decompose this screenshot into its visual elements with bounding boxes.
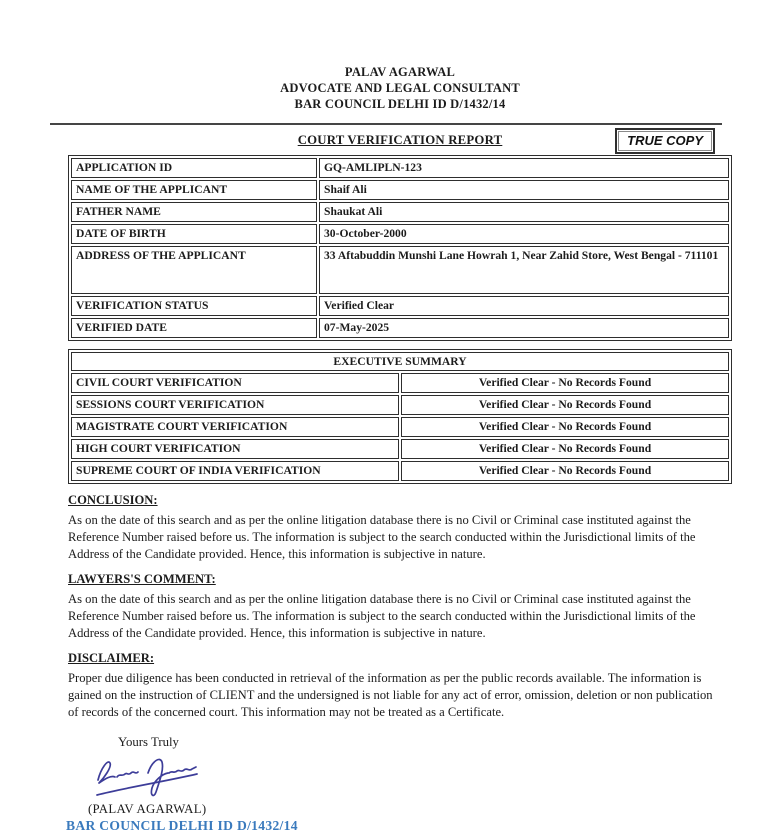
row-value: Verified Clear - No Records Found xyxy=(401,373,729,393)
row-label: NAME OF THE APPLICANT xyxy=(71,180,317,200)
row-value: 33 Aftabuddin Munshi Lane Howrah 1, Near Zahid Store, West Bengal - 711101 xyxy=(319,246,729,294)
row-value: 30-October-2000 xyxy=(319,224,729,244)
row-label: DATE OF BIRTH xyxy=(71,224,317,244)
section-heading: CONCLUSION: xyxy=(68,493,158,507)
letterhead-name: PALAV AGARWAL xyxy=(344,65,456,79)
applicant-details-table xyxy=(68,155,732,341)
letterhead xyxy=(68,64,732,112)
table-row xyxy=(71,246,729,294)
section-heading: LAWYERS'S COMMENT: xyxy=(68,572,216,586)
closing-text: Yours Truly xyxy=(118,735,179,749)
court-verification-report-page xyxy=(0,64,773,833)
row-value: Verified Clear - No Records Found xyxy=(401,395,729,415)
row-value: Shaif Ali xyxy=(319,180,729,200)
row-label: ADDRESS OF THE APPLICANT xyxy=(71,246,317,294)
table-row xyxy=(71,180,729,200)
row-label: FATHER NAME xyxy=(71,202,317,222)
report-title: COURT VERIFICATION REPORT xyxy=(297,133,503,147)
row-label: VERIFICATION STATUS xyxy=(71,296,317,316)
letterhead-bar-id: BAR COUNCIL DELHI ID D/1432/14 xyxy=(294,97,506,111)
row-value: GQ-AMLIPLN-123 xyxy=(319,158,729,178)
table-row xyxy=(71,461,729,481)
section-body: As on the date of this search and as per the online litigation database there is no Civil or Criminal case instituted against the Reference Number raised before us. The information is subject to the search conducted within the Jurisdictional limits of the Address of the Candidate provided. Hence, this information is subjective in nature. xyxy=(68,513,696,561)
row-label: HIGH COURT VERIFICATION xyxy=(71,439,399,459)
table-row xyxy=(71,352,729,371)
row-value: Verified Clear xyxy=(319,296,729,316)
row-label: MAGISTRATE COURT VERIFICATION xyxy=(71,417,399,437)
row-label: APPLICATION ID xyxy=(71,158,317,178)
section-lawyers-comment xyxy=(68,572,732,642)
letterhead-title: ADVOCATE AND LEGAL CONSULTANT xyxy=(280,81,520,95)
row-value: Verified Clear - No Records Found xyxy=(401,461,729,481)
table-row xyxy=(71,395,729,415)
table-row xyxy=(71,439,729,459)
signature-block xyxy=(92,754,773,800)
true-copy-stamp-label: TRUE COPY xyxy=(618,131,712,151)
table-row xyxy=(71,224,729,244)
row-label: SESSIONS COURT VERIFICATION xyxy=(71,395,399,415)
executive-summary-table xyxy=(68,349,732,484)
header-divider-rule xyxy=(50,123,722,125)
table-row xyxy=(71,373,729,393)
row-label: VERIFIED DATE xyxy=(71,318,317,338)
row-value: Verified Clear - No Records Found xyxy=(401,417,729,437)
handwritten-signature-icon xyxy=(92,754,210,800)
signatory-name: (PALAV AGARWAL) xyxy=(88,802,207,816)
section-body: Proper due diligence has been conducted in retrieval of the information as per the public records available. The information is gained on the instruction of CLIENT and the undersigned is not liable for any act of error, omission, deletion or non publication of records of the concerned court. This information may not be treated as a Certificate. xyxy=(68,671,713,719)
table-row xyxy=(71,202,729,222)
table-row xyxy=(71,158,729,178)
table-row xyxy=(71,318,729,338)
row-value: Verified Clear - No Records Found xyxy=(401,439,729,459)
table-row xyxy=(71,296,729,316)
section-heading: DISCLAIMER: xyxy=(68,651,155,665)
row-label: CIVIL COURT VERIFICATION xyxy=(71,373,399,393)
true-copy-stamp xyxy=(615,128,715,154)
row-label: SUPREME COURT OF INDIA VERIFICATION xyxy=(71,461,399,481)
row-value: Shaukat Ali xyxy=(319,202,729,222)
section-body: As on the date of this search and as per the online litigation database there is no Civil or Criminal case instituted against the Reference Number raised before us. The information is subject to the search conducted within the Jurisdictional limits of the Address of the Candidate provided. Hence, this information is subjective in nature. xyxy=(68,592,696,640)
section-conclusion xyxy=(68,493,732,563)
row-value: 07-May-2025 xyxy=(319,318,729,338)
section-disclaimer xyxy=(68,651,732,721)
table-row xyxy=(71,417,729,437)
executive-summary-header: EXECUTIVE SUMMARY xyxy=(71,352,729,371)
bar-council-footer: BAR COUNCIL DELHI ID D/1432/14 xyxy=(66,818,298,833)
